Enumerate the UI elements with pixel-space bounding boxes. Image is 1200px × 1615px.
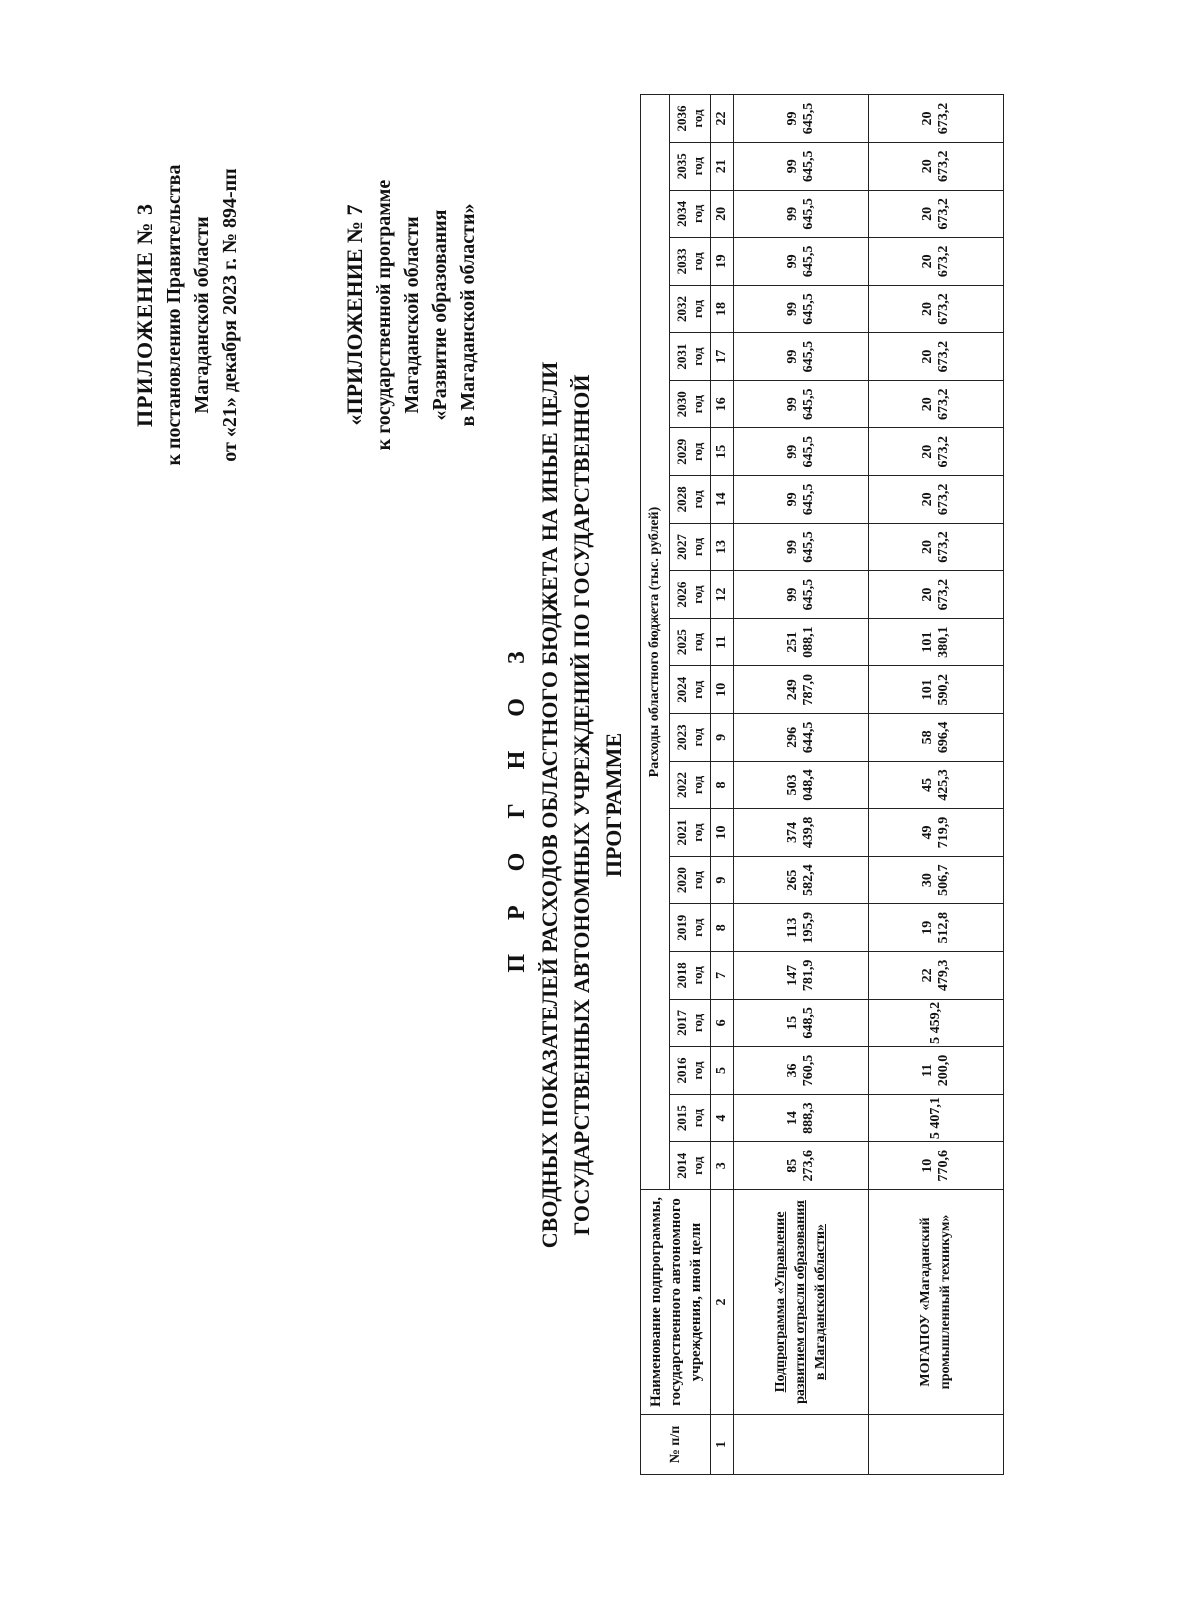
- value-cell: 101 590,2: [869, 666, 1004, 714]
- column-number-row: [711, 95, 734, 1475]
- value-cell: 20 673,2: [869, 428, 1004, 476]
- forecast-line-1: СВОДНЫХ ПОКАЗАТЕЛЕЙ РАСХОДОВ ОБЛАСТНОГО БЮДЖЕТА НА ИНЫЕ ЦЕЛИ: [537, 361, 562, 1249]
- year-header: 2028 год: [670, 476, 711, 524]
- value-cell: 99 645,5: [734, 571, 869, 619]
- value-cell: 99 645,5: [734, 285, 869, 333]
- year-header: 2023 год: [670, 714, 711, 762]
- col-num-header: № п/п: [641, 1415, 711, 1475]
- year-header: 2032 год: [670, 285, 711, 333]
- column-number: 17: [711, 333, 734, 381]
- column-number: 11: [711, 618, 734, 666]
- value-cell: 30 506,7: [869, 856, 1004, 904]
- value-cell: 99 645,5: [734, 476, 869, 524]
- row-name: [869, 1190, 1004, 1415]
- column-number: 2: [711, 1190, 734, 1415]
- appendix-7-line-1: к государственной программе: [373, 179, 395, 451]
- value-cell: 20 673,2: [869, 142, 1004, 190]
- year-header: 2024 год: [670, 666, 711, 714]
- column-number: 7: [711, 952, 734, 1000]
- year-header: 2034 год: [670, 190, 711, 238]
- column-number: 22: [711, 95, 734, 143]
- row-number: [869, 1415, 1004, 1475]
- column-number: 6: [711, 999, 734, 1047]
- appendix-3-line-2: Магаданской области: [191, 216, 213, 414]
- column-number: 8: [711, 904, 734, 952]
- column-number: 13: [711, 523, 734, 571]
- value-cell: 20 673,2: [869, 380, 1004, 428]
- column-number: 21: [711, 142, 734, 190]
- column-number: 8: [711, 761, 734, 809]
- row-name-text: Подпрограмма «Управление развитием отрасли образования в Магаданской области»: [773, 1200, 828, 1404]
- year-header: 2014 год: [670, 1142, 711, 1190]
- value-cell: 99 645,5: [734, 238, 869, 286]
- value-cell: 49 719,9: [869, 809, 1004, 857]
- value-cell: 374 439,8: [734, 809, 869, 857]
- year-header: 2033 год: [670, 238, 711, 286]
- column-number: 20: [711, 190, 734, 238]
- value-cell: 503 048,4: [734, 761, 869, 809]
- value-cell: 99 645,5: [734, 142, 869, 190]
- year-header: 2022 год: [670, 761, 711, 809]
- column-number: 5: [711, 1047, 734, 1095]
- value-cell: 20 673,2: [869, 95, 1004, 143]
- year-header: 2029 год: [670, 428, 711, 476]
- value-cell: 249 787,0: [734, 666, 869, 714]
- column-number: 9: [711, 856, 734, 904]
- year-header: 2035 год: [670, 142, 711, 190]
- appendix-3-line-1: к постановлению Правительства: [163, 164, 185, 466]
- appendix-3-line-3: от «21» декабря 2023 г. № 894-пп: [219, 168, 241, 462]
- value-cell: 58 696,4: [869, 714, 1004, 762]
- column-number: 19: [711, 238, 734, 286]
- value-cell: 99 645,5: [734, 380, 869, 428]
- value-cell: 20 673,2: [869, 238, 1004, 286]
- column-number: 15: [711, 428, 734, 476]
- value-cell: 20 673,2: [869, 523, 1004, 571]
- value-cell: 113 195,9: [734, 904, 869, 952]
- value-cell: 15 648,5: [734, 999, 869, 1047]
- column-number: 16: [711, 380, 734, 428]
- col-name-header: Наименование подпрограммы, государственного автономного учреждения, иной цели: [641, 1190, 711, 1415]
- forecast-line-3: ПРОГРАММЕ: [601, 732, 626, 878]
- appendix-7-line-2: Магаданской области: [401, 216, 423, 414]
- value-cell: 99 645,5: [734, 333, 869, 381]
- year-header: 2026 год: [670, 571, 711, 619]
- forecast-line-2: ГОСУДАРСТВЕННЫХ АВТОНОМНЫХ УЧРЕЖДЕНИЙ ПО ГОСУДАРСТВЕННОЙ: [569, 374, 594, 1236]
- column-number: 9: [711, 714, 734, 762]
- value-cell: 5 407,1: [869, 1094, 1004, 1142]
- value-cell: 101 380,1: [869, 618, 1004, 666]
- value-cell: 99 645,5: [734, 428, 869, 476]
- column-number: 1: [711, 1415, 734, 1475]
- table-row: [734, 95, 869, 1475]
- value-cell: 265 582,4: [734, 856, 869, 904]
- appendix-7-line-3: «Развитие образования: [429, 209, 451, 421]
- appendix-7-title: «ПРИЛОЖЕНИЕ № 7: [342, 204, 367, 426]
- value-cell: 99 645,5: [734, 95, 869, 143]
- value-cell: 99 645,5: [734, 523, 869, 571]
- appendix-3-header: [130, 55, 244, 575]
- appendix-3-title: ПРИЛОЖЕНИЕ № 3: [132, 202, 157, 428]
- value-cell: 11 200,0: [869, 1047, 1004, 1095]
- row-name: [734, 1190, 869, 1415]
- year-header: 2021 год: [670, 809, 711, 857]
- year-header: 2018 год: [670, 952, 711, 1000]
- year-header: 2031 год: [670, 333, 711, 381]
- year-header: 2017 год: [670, 999, 711, 1047]
- year-header: 2025 год: [670, 618, 711, 666]
- column-number: 10: [711, 666, 734, 714]
- year-header: 2016 год: [670, 1047, 711, 1095]
- year-header: 2020 год: [670, 856, 711, 904]
- value-cell: 20 673,2: [869, 571, 1004, 619]
- column-number: 12: [711, 571, 734, 619]
- value-cell: 20 673,2: [869, 476, 1004, 524]
- year-header: 2019 год: [670, 904, 711, 952]
- value-cell: 36 760,5: [734, 1047, 869, 1095]
- value-cell: 147 781,9: [734, 952, 869, 1000]
- expenses-group-header: Расходы областного бюджета (тыс. рублей): [641, 95, 670, 1190]
- year-header: 2027 год: [670, 523, 711, 571]
- appendix-7-line-4: в Магаданской области»: [457, 203, 479, 427]
- value-cell: 85 273,6: [734, 1142, 869, 1190]
- row-number: [734, 1415, 869, 1475]
- year-header: 2015 год: [670, 1094, 711, 1142]
- forecast-heading: [500, 155, 630, 1455]
- year-header: 2036 год: [670, 95, 711, 143]
- value-cell: 251 088,1: [734, 618, 869, 666]
- value-cell: 45 425,3: [869, 761, 1004, 809]
- column-number: 18: [711, 285, 734, 333]
- forecast-title: П Р О Г Н О З: [504, 637, 530, 973]
- column-number: 14: [711, 476, 734, 524]
- column-number: 3: [711, 1142, 734, 1190]
- row-name-text: МОГАПОУ «Магаданский промышленный техникум»: [918, 1214, 953, 1390]
- value-cell: 99 645,5: [734, 190, 869, 238]
- value-cell: 14 888,3: [734, 1094, 869, 1142]
- value-cell: 19 512,8: [869, 904, 1004, 952]
- appendix-7-header: [340, 55, 482, 575]
- value-cell: 20 673,2: [869, 333, 1004, 381]
- year-header: 2030 год: [670, 380, 711, 428]
- value-cell: 10 770,6: [869, 1142, 1004, 1190]
- value-cell: 296 644,5: [734, 714, 869, 762]
- table-row: [869, 95, 1004, 1475]
- header-row: [641, 95, 670, 1475]
- expense-table: [640, 94, 1004, 1475]
- value-cell: 5 459,2: [869, 999, 1004, 1047]
- value-cell: 20 673,2: [869, 190, 1004, 238]
- value-cell: 20 673,2: [869, 285, 1004, 333]
- value-cell: 22 479,3: [869, 952, 1004, 1000]
- column-number: 4: [711, 1094, 734, 1142]
- expense-table-wrapper: [640, 95, 1004, 1475]
- column-number: 10: [711, 809, 734, 857]
